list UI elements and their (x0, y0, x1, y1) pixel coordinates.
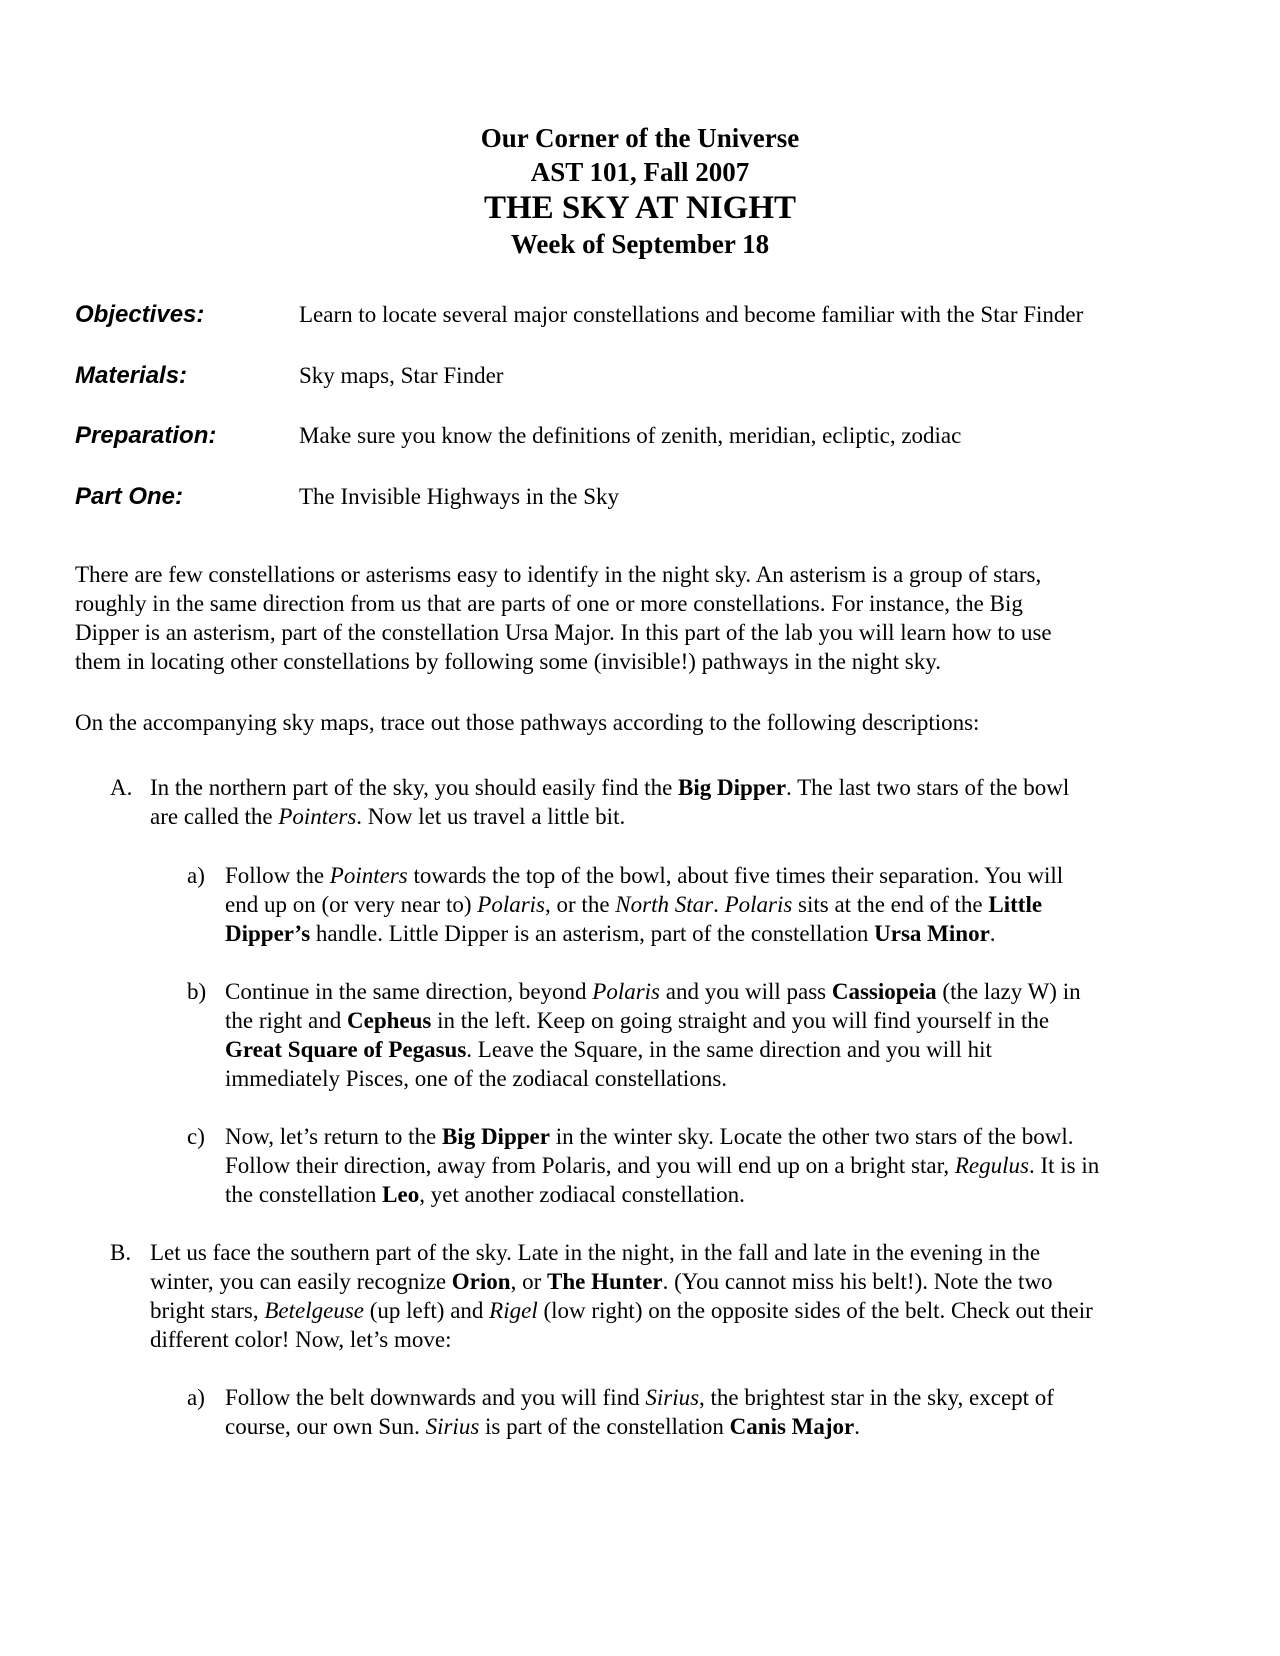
materials-label: Materials: (75, 362, 188, 389)
preparation-label: Preparation: (75, 422, 217, 449)
item-marker: a) (187, 1385, 205, 1410)
text-line: course, our own Sun. Sirius is part of the constellation Canis Major. (225, 1414, 860, 1439)
text-line: winter, you can easily recognize Orion, or The Hunter. (You cannot miss his belt!). Note the two (150, 1269, 1053, 1294)
lab-title: THE SKY AT NIGHT (483, 190, 797, 226)
text-line: Follow the belt downwards and you will find Sirius, the brightest star in the sky, except of (225, 1385, 1054, 1410)
text-line: Dipper’s handle. Little Dipper is an asterism, part of the constellation Ursa Minor. (225, 921, 996, 946)
text-line: immediately Pisces, one of the zodiacal constellations. (225, 1066, 728, 1091)
intro-line: Dipper is an asterism, part of the constellation Ursa Major. In this part of the lab you will learn how to use (75, 620, 1052, 645)
intro-line: There are few constellations or asterisms easy to identify in the night sky. An asterism is a group of stars, (75, 562, 1042, 587)
text-line: Great Square of Pegasus. Leave the Square, in the same direction and you will hit (225, 1037, 992, 1062)
intro-paragraph (75, 560, 1195, 676)
text-line: Continue in the same direction, beyond Polaris and you will pass Cassiopeia (the lazy W) in (225, 979, 1081, 1004)
part-one-value: The Invisible Highways in the Sky (299, 484, 620, 509)
document-header (0, 121, 1280, 261)
item-text (225, 1383, 1187, 1441)
item-marker: a) (187, 863, 205, 888)
text-line: the constellation Leo, yet another zodiacal constellation. (225, 1182, 745, 1207)
text-line: different color! Now, let’s move: (150, 1327, 452, 1352)
lab-week: Week of September 18 (510, 229, 770, 259)
materials-value: Sky maps, Star Finder (299, 363, 504, 388)
text-line: end up on (or very near to) Polaris, or the North Star. Polaris sits at the end of the Little (225, 892, 1043, 917)
section-a-text (150, 773, 1190, 831)
objectives-label: Objectives: (75, 301, 205, 328)
section-b-text (150, 1238, 1190, 1354)
preparation-value: Make sure you know the definitions of zenith, meridian, ecliptic, zodiac (299, 423, 962, 448)
item-marker: c) (187, 1124, 205, 1149)
section-a-marker: A. (110, 775, 133, 800)
item-text (225, 861, 1187, 948)
item-text (225, 977, 1187, 1093)
text-line: Follow the Pointers towards the top of the bowl, about five times their separation. You will (225, 863, 1064, 888)
text-line: Now, let’s return to the Big Dipper in the winter sky. Locate the other two stars of the bowl. (225, 1124, 1074, 1149)
text-line: the right and Cepheus in the left. Keep on going straight and you will find yourself in the (225, 1008, 1050, 1033)
item-text (225, 1122, 1187, 1209)
text-line: Follow their direction, away from Polaris, and you will end up on a bright star, Regulus. It is in (225, 1153, 1100, 1178)
course-title: Our Corner of the Universe (480, 123, 800, 153)
text-line: are called the Pointers. Now let us travel a little bit. (150, 804, 626, 829)
part-one-label: Part One: (75, 483, 184, 510)
intro-line: roughly in the same direction from us that are parts of one or more constellations. For instance, the Big (75, 591, 1023, 616)
section-b-marker: B. (110, 1240, 132, 1265)
text-line: In the northern part of the sky, you should easily find the Big Dipper. The last two stars of the bowl (150, 775, 1070, 800)
text-line: Let us face the southern part of the sky. Late in the night, in the fall and late in the evening in the (150, 1240, 1041, 1265)
item-marker: b) (187, 979, 207, 1004)
text-line: bright stars, Betelgeuse (up left) and Rigel (low right) on the opposite sides of the belt. Check out their (150, 1298, 1093, 1323)
objectives-value: Learn to locate several major constellations and become familiar with the Star Finder (299, 302, 1084, 327)
course-code: AST 101, Fall 2007 (530, 157, 750, 187)
intro-line: them in locating other constellations by following some (invisible!) pathways in the night sky. (75, 649, 941, 674)
trace-instruction: On the accompanying sky maps, trace out those pathways according to the following descriptions: (75, 710, 980, 735)
